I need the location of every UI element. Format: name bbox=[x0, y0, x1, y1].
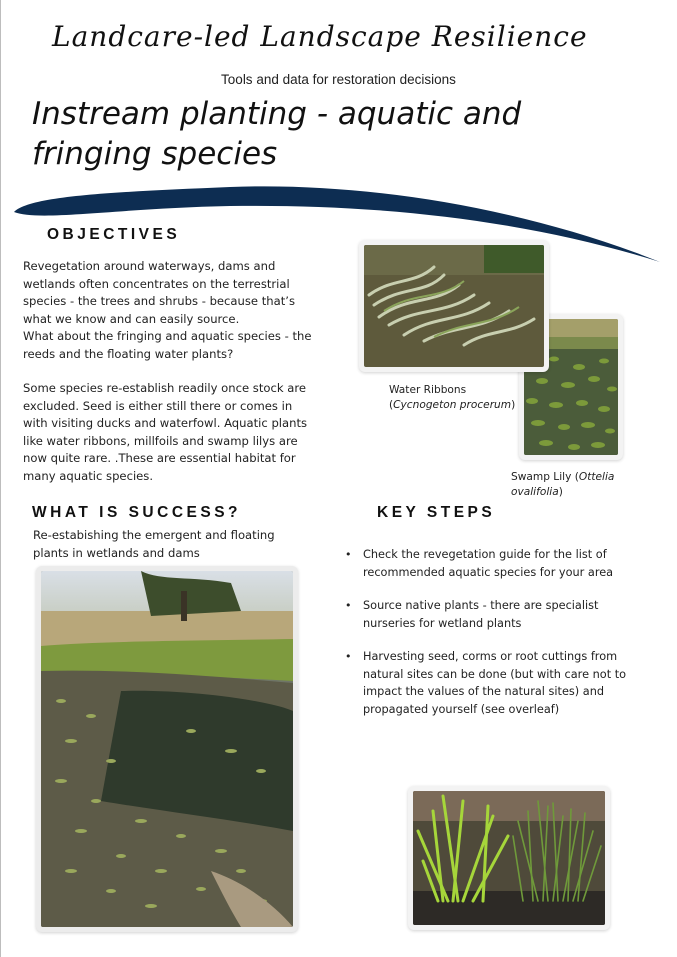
water-ribbons-label: Water Ribbons bbox=[389, 384, 467, 396]
water-ribbons-caption bbox=[389, 383, 529, 413]
success-heading: WHAT IS SUCCESS? bbox=[32, 504, 241, 521]
water-ribbons-scientific: (Cycnogeton procerum) bbox=[389, 399, 516, 411]
objectives-line: like water ribbons, millfoils and swamp lilys are bbox=[23, 433, 298, 448]
seedlings-photo bbox=[408, 786, 610, 930]
page-title bbox=[32, 94, 632, 174]
objectives-line: Some species re-establish readily once stock are bbox=[23, 381, 307, 395]
objectives-line: what we know and can easily source. bbox=[23, 311, 240, 326]
objectives-line: Revegetation around waterways, dams and bbox=[23, 259, 276, 273]
objectives-text bbox=[23, 258, 343, 485]
swamp-lily-line-1: Swamp Lily (Ottelia bbox=[511, 471, 615, 483]
success-text bbox=[33, 527, 333, 562]
key-steps-heading: KEY STEPS bbox=[377, 504, 496, 521]
objectives-line: excluded. Seed is either still there or comes in bbox=[23, 398, 293, 413]
water-ribbons-photo bbox=[359, 240, 549, 372]
objectives-line: species - the trees and shrubs - because that’s bbox=[23, 294, 296, 308]
bullet: • bbox=[345, 599, 352, 612]
key-step-item: • Source native plants - there are specialist nurseries for wetland plants bbox=[345, 599, 599, 630]
bullet: • bbox=[345, 650, 352, 663]
success-line: Re-estabishing the emergent and floating bbox=[33, 528, 275, 542]
swamp-lily-caption bbox=[511, 470, 651, 500]
key-step-item: • Check the revegetation guide for the list of recommended aquatic species for your area bbox=[345, 548, 614, 579]
objectives-line: wetlands often concentrates on the terrestrial bbox=[23, 276, 290, 291]
key-steps-list bbox=[345, 546, 645, 734]
bullet: • bbox=[345, 548, 352, 561]
page-title-line-1: Instream planting - aquatic and bbox=[32, 96, 522, 132]
script-title: Landcare-led Landscape Resilience bbox=[52, 20, 588, 53]
wetland-photo bbox=[36, 566, 298, 932]
subtitle: Tools and data for restoration decisions bbox=[221, 72, 456, 87]
success-line: plants in wetlands and dams bbox=[33, 545, 200, 560]
page-border bbox=[0, 0, 1, 957]
objectives-heading: OBJECTIVES bbox=[47, 226, 181, 243]
page-title-line-2: fringing species bbox=[32, 136, 278, 172]
key-step-item: • Harvesting seed, corms or root cuttings from natural sites can be done (but with care not to impact the values of the natural sites) and propagated yourself (see overleaf) bbox=[345, 650, 627, 716]
objectives-line: What about the fringing and aquatic species - the bbox=[23, 329, 312, 343]
objectives-line: now quite rare. .These are essential habitat for bbox=[23, 451, 296, 465]
swamp-lily-line-2: ovalifolia) bbox=[511, 486, 563, 498]
objectives-line: many aquatic species. bbox=[23, 468, 154, 483]
objectives-line: with visiting ducks and waterfowl. Aquatic plants bbox=[23, 416, 308, 430]
objectives-line: reeds and the floating water plants? bbox=[23, 346, 234, 361]
